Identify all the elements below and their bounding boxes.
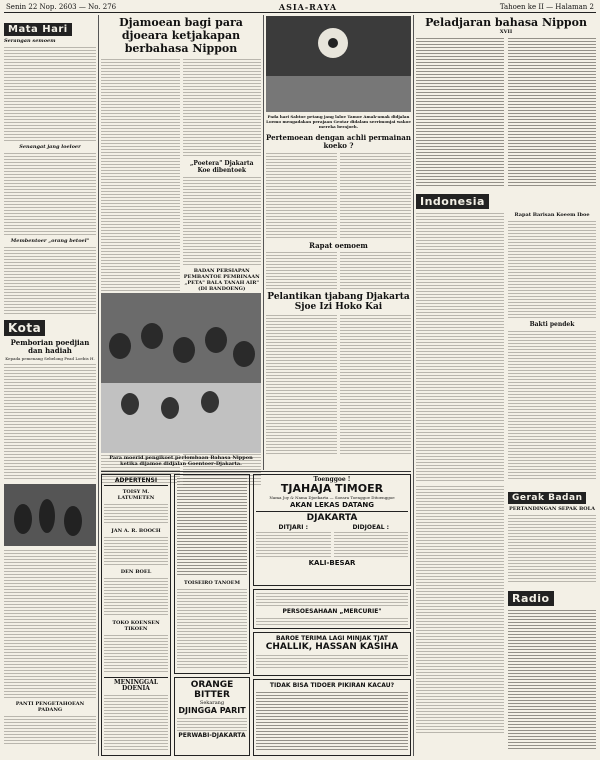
newspaper-page [4,2,596,756]
photo-caption-feast: Pada hari Sabtoe petang jang laloe Tamoe Amak-amak didjalan Loemo mengadakan perajaan Geotar didalam serrimonjai wakoe mereka berajoeh. [266,114,411,129]
page-columns [4,15,596,756]
col1-text-block-6 [4,715,96,745]
ad-orange-bitter [174,677,250,756]
ad-name-3: DEN BOEL [120,569,152,575]
section-label-indonesia: Indonesia [416,194,489,209]
advertensi-label: ADPERTENSI [104,477,168,486]
ad-text-7 [177,588,247,668]
ad-challik-title: BAROE TERIMA LAGI MINJAK TJAT [275,635,389,642]
headline-djamoean: Djamoean bagi para djoeara ketjakapan berbahasa Nippon [119,16,243,55]
ad-djakarta: DJAKARTA [256,511,408,523]
col3-subhead-poetera: „Poetera" Djakarta Koe dibentoek [189,160,254,174]
ad-name-4: TOKO KOENSEN TIKOEN [112,620,160,632]
column-4 [266,15,411,470]
ad-orange-sub: Sekarang [199,700,225,706]
photo-contest-students [101,293,261,453]
ad-ditjari: DITJARI : [278,524,309,531]
advertisements [101,474,411,756]
col3-text-block-top [183,58,262,158]
col1-photo [4,484,96,546]
ad-tidak-title: TIDAK BISA TIDOER PIKIRAN KACAU? [269,682,395,689]
col3-subhead-badan-3: (DI BANDOENG) [198,286,246,292]
ad-text-11 [256,592,408,606]
ad-name-1: TOISY M. LATUMETEN [117,489,155,501]
section-label-kota: Kota [4,320,45,336]
ad-text-2 [104,536,168,566]
ad-challik [253,632,411,676]
col4-text-right-3 [340,314,411,454]
column-5 [416,15,596,756]
ad-tjahaja-timoer [253,474,411,586]
lesson-number: XVII [499,29,513,35]
section-label-radio: Radio [508,591,554,606]
ad-challik-name: CHALLIK, HASSAN KASIHA [265,642,399,652]
ad-tjahaja-line2: AKAN LEKAS DATANG [289,501,375,509]
section-label-mata-hari: Mata Hari [4,23,72,36]
photo-feast [266,16,411,112]
col1-text-block-2 [4,152,96,236]
col1-article-title: Pemborian poedjian dan hadiah [10,338,90,355]
headline-peladjaran: Peladjaran bahasa Nippon [425,16,587,29]
col4-head-pertemoean: Pertemoean dengan achli permainan koeko ? [266,133,411,150]
col3-subhead-badan-2: „PETA" BALA TANAH AIR" [184,280,260,286]
ad-text-12 [256,617,408,625]
ad-didjoeal: DIDJOEAL : [352,524,390,531]
masthead-page: Tahoen ke II — Halaman 2 [499,3,594,11]
radio-schedule [508,609,596,749]
ad-tjahaja-toenggoe: Toenggoe ! [313,476,351,483]
ad-orange-title: ORANGE BITTER [190,680,234,700]
masthead [4,2,596,13]
head-bakti: Bakti pendek [529,321,575,328]
ad-text-4 [104,634,168,674]
ad-djingga-parit: DJINGGA PARIT [178,706,246,715]
ad-text-14 [256,691,408,751]
ad-perwabi: PERWABI-DJAKARTA [178,732,246,739]
col1-panti-title: PANTI PENGETAHOEAN PADANG [15,701,85,713]
section-label-gerak-badan: Gerak Badan [508,492,586,504]
head-pertandingan: PERTANDINGAN SEPAK BOLA [508,506,596,512]
col1-subhead-3: Membentoer „orang betoel" [10,238,90,244]
lesson-text-right [508,37,596,187]
col4-text-left-3 [266,314,337,454]
section-rule [101,471,411,472]
head-rapat-bk: Rapat Barisan Koeem Iboe [514,212,590,218]
column-rule [413,15,414,756]
col5-lower-left [416,485,504,735]
masthead-date: Senin 22 Nop. 2603 — No. 276 [6,3,117,11]
ad-text-8 [177,717,247,731]
headline-pelantikan: Pelantikan tjabang Djakarta Sjoe Izi Hoko Kai [267,292,410,312]
col3-text-block-2 [183,176,262,266]
ad-column-2 [174,474,250,674]
col1-text-block [4,46,96,142]
col4-text-left [266,152,337,240]
col1-article-sub: Kepada pemenang Sebelong Pead Loebis H. [5,356,95,361]
column-1 [4,15,96,756]
col1-subhead-2: Senangat jang loeloer [19,144,81,150]
ad-name-5: TOISEIRO TANOEM [183,580,241,586]
ad-kali-besar: KALI-BESAR [308,559,356,567]
indonesia-text-left [416,212,504,482]
ad-column-1 [101,474,171,756]
ad-tjahaja-title: TJAHAJA TIMOER [280,482,384,495]
col1-text-block-4 [4,363,96,481]
col3-subhead-badan: BADAN PERSIAPAN PEMBANTOE PEMBINAAN [183,268,260,280]
col4-text-right-2 [340,251,411,289]
ad-mercurie-title: PERSOESAHAAN „MERCURIE" [282,608,382,615]
indonesia-text-right-2 [508,330,596,480]
ad-tidak-bisa [253,679,411,756]
ad-text-1 [104,503,168,525]
ad-text-6 [177,477,247,577]
lesson-text-left [416,37,504,187]
ad-tjahaja-line: Nama Joy & Nama Djoekarta — Soeara Toenggoe Ditoenggoe [269,495,395,500]
col4-text-left-2 [266,251,337,289]
ad-text-13 [256,654,408,668]
ad-text-9 [256,531,331,559]
ad-text-3 [104,577,168,617]
ad-name-2: JAN A. R. BOOCH [111,528,161,534]
photo-caption-contest: Para moerid pengikoet perlombaan Bahasa Nippon ketika dijamoe didjalan Goentoer-Djakarta. [109,455,253,467]
column-rule [263,15,264,470]
gerak-text [508,514,596,584]
col1-text-block-3 [4,246,96,314]
col1-text-block-5 [4,549,96,699]
col1-subhead: Serangan semoem [4,38,56,44]
ad-text-10 [334,531,409,559]
ad-mercurie [253,589,411,629]
col4-head-rapat: Rapat oemoem [309,241,368,250]
indonesia-text-right [508,220,596,320]
ad-text-5 [104,694,168,750]
col4-text-right [340,152,411,240]
column-rule [98,15,99,756]
ad-meninggal-title: MENINGGAL DOENIA [104,677,168,692]
masthead-title: ASIA-RAYA [278,2,338,12]
